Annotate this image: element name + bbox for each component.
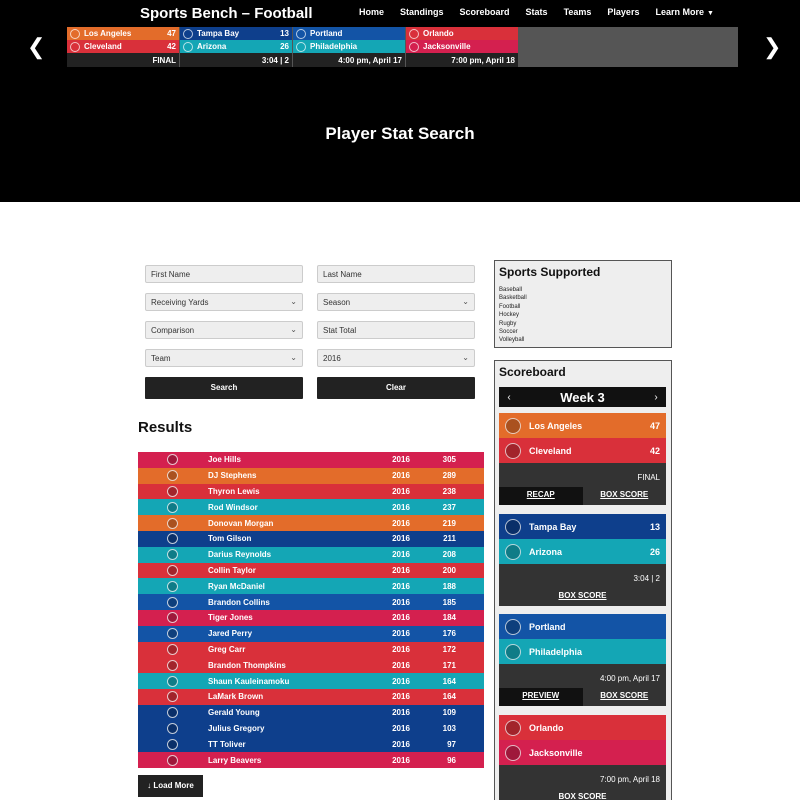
team-logo-icon (158, 723, 186, 734)
season-year: 2016 (392, 486, 410, 496)
spacer (499, 789, 555, 800)
scoreboard-team-row (499, 614, 666, 639)
stat-value: 185 (442, 597, 456, 607)
page-title: Player Stat Search (325, 124, 475, 143)
team-logo-icon (296, 42, 306, 52)
stat-select-value: Receiving Yards (151, 298, 209, 307)
team-logo-icon (158, 518, 186, 529)
season-year: 2016 (392, 708, 410, 718)
sports-supported-title: Sports Supported (499, 265, 601, 279)
ticker-status: 3:04 | 2 (180, 53, 292, 67)
table-row[interactable] (138, 657, 484, 673)
team-logo-icon (158, 565, 186, 576)
stat-value: 211 (443, 534, 456, 544)
player-name[interactable]: Brandon Collins (208, 597, 270, 607)
game-status: 4:00 pm, April 17 (599, 674, 660, 683)
stat-value: 96 (447, 755, 456, 765)
year-select-value: 2016 (323, 354, 341, 363)
game-links (499, 688, 666, 706)
ticker-game[interactable] (406, 27, 518, 67)
table-row[interactable] (138, 531, 484, 547)
stat-value: 208 (442, 550, 456, 560)
player-name[interactable]: Joe Hills (208, 455, 241, 465)
team-logo-icon (158, 581, 186, 592)
player-name[interactable]: Brandon Thompkins (208, 660, 286, 670)
team-logo-icon (158, 707, 186, 718)
table-row[interactable] (138, 578, 484, 594)
team-logo-icon (158, 676, 186, 687)
stat-value: 219 (442, 518, 456, 528)
scoreboard-game (499, 715, 666, 800)
stat-value: 172 (442, 644, 456, 654)
team-logo-icon (505, 619, 521, 635)
ticker-team-row (67, 27, 179, 40)
player-name[interactable]: Darius Reynolds (208, 550, 272, 560)
team-logo-icon (409, 29, 419, 39)
team-logo-icon (409, 42, 419, 52)
season-year: 2016 (392, 629, 410, 639)
game-link-label: RECAP (526, 490, 555, 499)
scoreboard-title: Scoreboard (499, 365, 566, 379)
site-brand[interactable]: Sports Bench – Football (140, 5, 313, 22)
ticker-team-score: 13 (280, 29, 289, 38)
team-score: 42 (649, 445, 660, 456)
game-link-box-score[interactable] (583, 688, 667, 706)
season-year: 2016 (392, 676, 410, 686)
table-row[interactable] (138, 563, 484, 579)
results-heading: Results (138, 419, 193, 436)
team-score: 13 (649, 521, 660, 532)
ticker-team-name: Los Angeles (84, 29, 132, 38)
nav-scoreboard[interactable]: Scoreboard (459, 7, 510, 17)
team-logo-icon (158, 470, 186, 481)
season-year: 2016 (392, 455, 410, 465)
ticker-team-row (293, 27, 405, 40)
player-name[interactable]: Larry Beavers (208, 755, 262, 765)
stat-value: 176 (442, 629, 456, 639)
table-row[interactable] (138, 752, 484, 768)
ticker-team-row (406, 27, 518, 40)
stat-value: 103 (442, 723, 456, 733)
team-logo-icon (183, 29, 193, 39)
nav-home[interactable]: Home (359, 7, 385, 17)
stat-total-input[interactable]: Stat Total (317, 321, 475, 339)
table-row[interactable] (138, 515, 484, 531)
ticker-team-name: Orlando (423, 29, 454, 38)
player-name[interactable]: Collin Taylor (208, 565, 256, 575)
sports-list (495, 283, 671, 348)
main-nav (359, 7, 730, 17)
team-logo-icon (158, 755, 186, 766)
season-year: 2016 (392, 660, 410, 670)
table-row[interactable] (138, 689, 484, 705)
year-select[interactable] (317, 349, 475, 367)
game-status: FINAL (637, 473, 660, 482)
table-row[interactable] (138, 499, 484, 515)
ticker-prev-icon[interactable]: ❮ (27, 34, 46, 59)
chevron-down-icon: ⌄ (290, 325, 297, 334)
spacer (610, 789, 666, 800)
stat-value: 97 (447, 739, 456, 749)
season-year: 2016 (392, 550, 410, 560)
table-row[interactable] (138, 705, 484, 721)
first-name-input[interactable]: First Name (145, 265, 303, 283)
sports-supported-widget (494, 260, 672, 348)
team-logo-icon (158, 549, 186, 560)
player-name[interactable]: Jared Perry (208, 629, 253, 639)
stat-value: 200 (442, 565, 456, 575)
chevron-down-icon: ⌄ (290, 297, 297, 306)
scoreboard-game (499, 614, 666, 706)
ticker-status: 7:00 pm, April 18 (406, 53, 518, 67)
stat-value: 164 (442, 692, 456, 702)
season-year: 2016 (392, 597, 410, 607)
game-link-label: BOX SCORE (558, 792, 607, 800)
team-logo-icon (505, 418, 521, 434)
ticker-team-name: Jacksonville (423, 42, 471, 51)
scoreboard-game (499, 413, 666, 505)
ticker-team-row (293, 40, 405, 53)
team-logo-icon (505, 443, 521, 459)
team-logo-icon (505, 544, 521, 560)
ticker-team-row (406, 40, 518, 53)
season-year: 2016 (392, 581, 410, 591)
ticker-game[interactable] (180, 27, 292, 67)
table-row[interactable] (138, 468, 484, 484)
stat-value: 238 (442, 486, 456, 496)
scoreboard-team-row (499, 514, 666, 539)
ticker-game[interactable] (293, 27, 405, 67)
score-ticker (67, 27, 738, 67)
player-name[interactable]: Gerald Young (208, 708, 260, 718)
scoreboard-team-row (499, 539, 666, 564)
stat-value: 164 (442, 676, 456, 686)
ticker-team-name: Tampa Bay (197, 29, 240, 38)
ticker-team-name: Portland (310, 29, 343, 38)
list-item: Baseball (499, 287, 523, 293)
game-status: 7:00 pm, April 18 (599, 775, 660, 784)
list-item: Football (499, 303, 521, 310)
season-year: 2016 (392, 613, 410, 623)
stat-value: 109 (442, 708, 456, 718)
team-logo-icon (296, 29, 306, 39)
team-name: Los Angeles (529, 420, 583, 431)
team-logo-icon (158, 486, 186, 497)
nav-learn-more-label: Learn More (655, 7, 704, 17)
ticker-team-row (180, 27, 292, 40)
season-select[interactable] (317, 293, 475, 311)
chevron-down-icon: ⌄ (462, 353, 469, 362)
ticker-status: FINAL (67, 53, 179, 67)
game-link-recap[interactable] (499, 487, 583, 505)
stat-value: 289 (442, 471, 456, 481)
team-logo-icon (505, 720, 521, 736)
game-links (499, 588, 666, 606)
player-name[interactable]: Thyron Lewis (208, 486, 260, 496)
scoreboard-team-row (499, 413, 666, 438)
stat-select[interactable] (145, 293, 303, 311)
stat-value: 237 (442, 502, 456, 512)
season-year: 2016 (392, 502, 410, 512)
ticker-team-name: Cleveland (84, 42, 122, 51)
season-year: 2016 (392, 723, 410, 733)
team-logo-icon (505, 644, 521, 660)
scoreboard-game (499, 514, 666, 606)
spacer (499, 588, 555, 606)
season-select-value: Season (323, 298, 351, 307)
season-year: 2016 (392, 755, 410, 765)
game-link-label: BOX SCORE (600, 490, 649, 499)
game-link-label: BOX SCORE (600, 691, 649, 700)
season-year: 2016 (392, 565, 410, 575)
player-name[interactable]: Rod Windsor (208, 502, 258, 512)
game-link-box-score[interactable] (555, 789, 611, 800)
load-more-button[interactable]: ↓ Load More (138, 775, 203, 797)
ticker-game[interactable] (67, 27, 179, 67)
player-name[interactable]: TT Toliver (208, 739, 246, 749)
scoreboard-team-row (499, 438, 666, 463)
team-name: Jacksonville (529, 747, 583, 758)
team-select-value: Team (151, 354, 171, 363)
team-logo-icon (158, 739, 186, 750)
stat-value: 305 (442, 455, 456, 465)
hero-header (0, 0, 800, 202)
table-row[interactable] (138, 610, 484, 626)
game-link-preview[interactable] (499, 688, 583, 706)
comparison-select-value: Comparison (151, 326, 195, 335)
table-row[interactable] (138, 547, 484, 563)
scoreboard-team-row (499, 740, 666, 765)
list-item: Hockey (499, 312, 520, 319)
nav-players[interactable]: Players (607, 7, 640, 17)
team-logo-icon (158, 502, 186, 513)
stat-value: 184 (442, 613, 456, 623)
game-link-label: BOX SCORE (558, 591, 607, 600)
player-name[interactable]: Tiger Jones (208, 613, 253, 623)
results-table (138, 452, 484, 768)
list-item: Volleyball (499, 337, 525, 344)
team-name: Tampa Bay (529, 521, 577, 532)
player-name[interactable]: DJ Stephens (208, 471, 257, 481)
list-item: Rugby (499, 320, 517, 327)
table-row[interactable] (138, 594, 484, 610)
team-logo-icon (158, 597, 186, 608)
game-link-box-score[interactable] (555, 588, 611, 606)
table-row[interactable] (138, 452, 484, 468)
clear-button[interactable]: Clear (317, 377, 475, 399)
scoreboard-team-row (499, 715, 666, 740)
team-score: 47 (649, 420, 660, 431)
table-row[interactable] (138, 721, 484, 737)
chevron-down-icon: ⌄ (462, 297, 469, 306)
chevron-down-icon: ⌄ (290, 353, 297, 362)
scoreboard-team-row (499, 639, 666, 664)
ticker-status: 4:00 pm, April 17 (293, 53, 405, 67)
team-name: Arizona (529, 546, 563, 557)
team-name: Orlando (529, 722, 564, 733)
ticker-team-row (67, 40, 179, 53)
team-score: 26 (649, 546, 660, 557)
team-logo-icon (158, 628, 186, 639)
team-logo-icon (158, 660, 186, 671)
team-logo-icon (505, 519, 521, 535)
player-name[interactable]: Tom Gilson (208, 534, 252, 544)
team-logo-icon (158, 454, 186, 465)
last-name-input[interactable]: Last Name (317, 265, 475, 283)
season-year: 2016 (392, 692, 410, 702)
game-link-label: PREVIEW (522, 691, 560, 700)
week-selector (499, 387, 666, 407)
table-row[interactable] (138, 626, 484, 642)
team-logo-icon (158, 691, 186, 702)
week-prev-icon[interactable]: ‹ (507, 391, 511, 403)
list-item: Basketball (499, 295, 527, 302)
comparison-select[interactable] (145, 321, 303, 339)
team-logo-icon (183, 42, 193, 52)
nav-learn-more[interactable] (655, 7, 713, 17)
player-name[interactable]: Julius Gregory (208, 723, 265, 733)
season-year: 2016 (392, 471, 410, 481)
team-logo-icon (158, 644, 186, 655)
search-button[interactable]: Search (145, 377, 303, 399)
team-logo-icon (505, 745, 521, 761)
team-logo-icon (158, 533, 186, 544)
ticker-team-score: 26 (280, 42, 289, 51)
table-row[interactable] (138, 736, 484, 752)
season-year: 2016 (392, 518, 410, 528)
week-next-icon[interactable]: › (654, 391, 658, 403)
stat-value: 188 (442, 581, 456, 591)
player-name[interactable]: Donovan Morgan (208, 518, 274, 528)
ticker-team-score: 47 (167, 29, 176, 38)
team-logo-icon (158, 612, 186, 623)
table-row[interactable] (138, 484, 484, 500)
team-name: Cleveland (529, 445, 572, 456)
team-select[interactable] (145, 349, 303, 367)
team-name: Portland (529, 621, 566, 632)
nav-standings[interactable]: Standings (400, 7, 444, 17)
team-name: Philadelphia (529, 646, 583, 657)
chevron-down-icon: ▼ (706, 10, 714, 17)
player-name[interactable]: LaMark Brown (208, 692, 264, 702)
season-year: 2016 (392, 534, 410, 544)
player-name[interactable]: Shaun Kauleinamoku (208, 676, 290, 686)
season-year: 2016 (392, 644, 410, 654)
game-links (499, 789, 666, 800)
game-links (499, 487, 666, 505)
scoreboard-widget (494, 360, 672, 800)
game-link-box-score[interactable] (583, 487, 667, 505)
season-year: 2016 (392, 739, 410, 749)
team-logo-icon (70, 42, 80, 52)
spacer (610, 588, 666, 606)
ticker-team-row (180, 40, 292, 53)
ticker-next-icon[interactable]: ❯ (763, 34, 782, 59)
week-label: Week 3 (560, 389, 605, 405)
ticker-team-name: Arizona (197, 42, 227, 51)
nav-teams[interactable]: Teams (563, 7, 592, 17)
game-status: 3:04 | 2 (633, 574, 660, 583)
stat-value: 171 (442, 660, 456, 670)
table-row[interactable] (138, 673, 484, 689)
list-item: Soccer (499, 329, 518, 336)
player-name[interactable]: Ryan McDaniel (208, 581, 265, 591)
ticker-team-score: 42 (167, 42, 176, 51)
table-row[interactable] (138, 642, 484, 658)
player-name[interactable]: Greg Carr (208, 644, 246, 654)
ticker-team-name: Philadelphia (310, 42, 358, 51)
nav-stats[interactable]: Stats (525, 7, 548, 17)
team-logo-icon (70, 29, 80, 39)
